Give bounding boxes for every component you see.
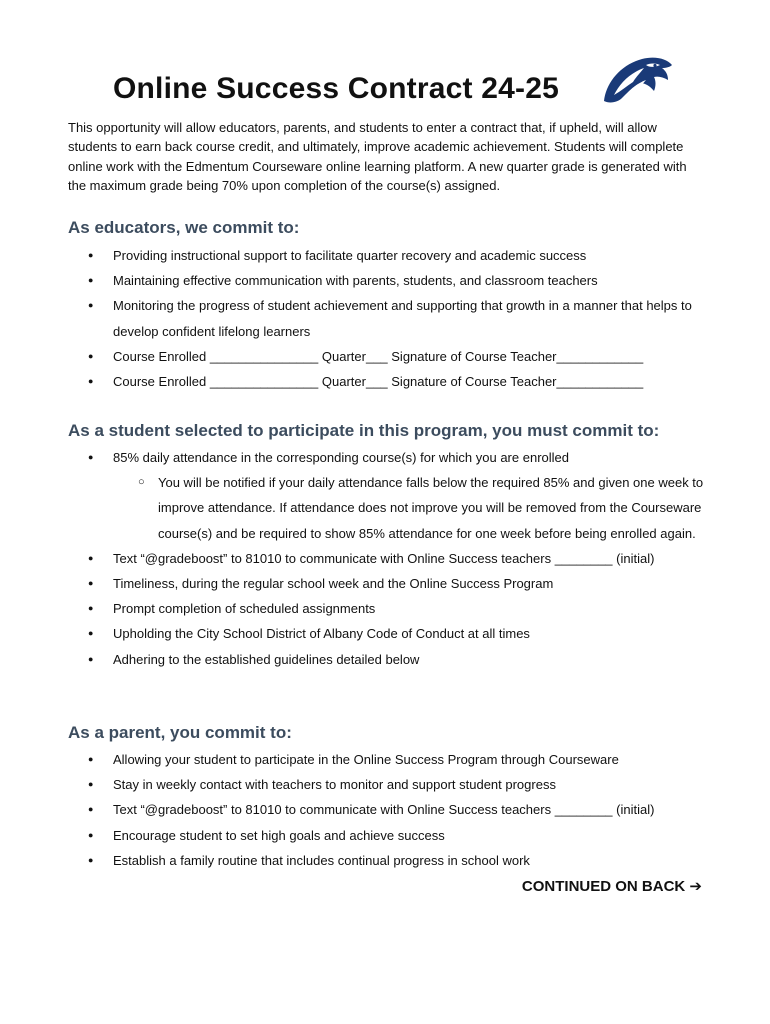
list-item: ● Encourage student to set high goals and achieve success [88, 823, 728, 848]
list-item: ● Text “@gradeboost” to 81010 to communicate with Online Success teachers ________ (initial) [88, 546, 728, 571]
list-item: ● Monitoring the progress of student achievement and supporting that growth in a manner that helps to develop confident lifelong learners [88, 293, 728, 343]
intro-paragraph: This opportunity will allow educators, parents, and students to enter a contract that, if upheld, will allow students to earn back course credit, and ultimately, improve academic achievement. Students will complete online work with the Edmentum Courseware online learning platform. A new quarter grade is generated with the maximum grade being 70% upon completion of the course(s) assigned. [68, 120, 687, 193]
continued-on-back-label: CONTINUED ON BACK ➔ [521, 878, 702, 895]
educators-heading: As educators, we commit to: [68, 218, 300, 237]
list-item: ● Allowing your student to participate in the Online Success Program through Courseware [88, 747, 728, 772]
list-item: ● Text “@gradeboost” to 81010 to communicate with Online Success teachers ________ (initial) [88, 797, 728, 822]
sub-list [113, 470, 728, 546]
list-item: ● Adhering to the established guidelines detailed below [88, 647, 728, 672]
list-item: ● Providing instructional support to facilitate quarter recovery and academic success [88, 243, 728, 268]
page-title: Online Success Contract 24-25 [113, 72, 559, 105]
list-item: ● Prompt completion of scheduled assignments [88, 596, 728, 621]
falcon-head-logo-icon [600, 55, 674, 107]
list-item: ● Stay in weekly contact with teachers to monitor and support student progress [88, 772, 728, 797]
students-heading: As a student selected to participate in this program, you must commit to: [68, 421, 660, 440]
students-list [88, 445, 728, 672]
list-item-text: 85% daily attendance in the corresponding course(s) for which you are enrolled [113, 450, 569, 465]
parents-heading: As a parent, you commit to: [68, 723, 292, 742]
list-item: ● Maintaining effective communication with parents, students, and classroom teachers [88, 268, 728, 293]
list-item: ● Establish a family routine that includes continual progress in school work [88, 848, 728, 873]
educators-list [88, 243, 728, 394]
sub-list-item: ○ You will be notified if your daily attendance falls below the required 85% and given one week to improve attendance. If attendance does not improve you will be removed from the Courseware course(s) and be required to show 85% attendance for one week before being enrolled again. [113, 470, 728, 546]
list-item: ● Upholding the City School District of Albany Code of Conduct at all times [88, 621, 728, 646]
list-item: ● Course Enrolled _______________ Quarter___ Signature of Course Teacher____________ [88, 344, 728, 369]
list-item: ● Course Enrolled _______________ Quarter___ Signature of Course Teacher____________ [88, 369, 728, 394]
list-item: ● Timeliness, during the regular school week and the Online Success Program [88, 571, 728, 596]
parents-list [88, 747, 728, 873]
list-item [88, 445, 728, 546]
